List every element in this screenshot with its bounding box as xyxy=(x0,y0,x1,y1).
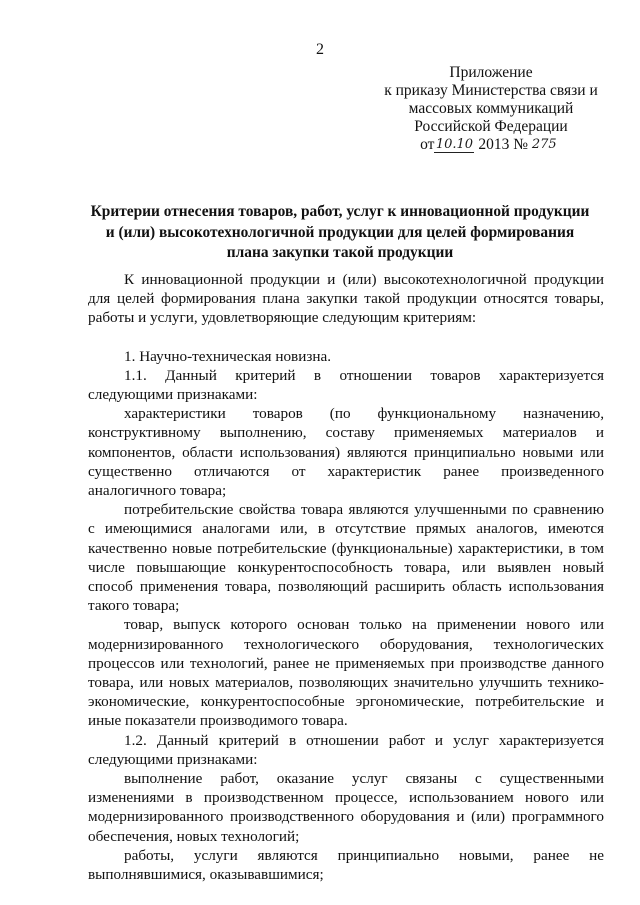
date-prefix: от xyxy=(420,136,435,153)
number-prefix: № xyxy=(513,136,528,153)
appendix-header xyxy=(372,64,610,154)
criterion-heading: 1. Научно-техническая новизна. xyxy=(124,347,332,365)
intro-paragraph: К инновационной продукции и (или) высокотехнологичной продукции для целей формирования плана закупки такой продукции относятся товары, работы и услуги, удовлетворяющие следующим критериям: xyxy=(88,271,604,327)
handwritten-order-number: 275 xyxy=(531,137,557,152)
goods-feature-3: товар, выпуск которого основан только на применении нового или модернизированного технологического оборудования, технологических процессов или технологий, ранее не применяемых при производстве данного товара, или новых материалов, позволяющих значительно улучшить технико-экономические, конкурентоспособные эргономические, потребительские и иные показатели производимого товара. xyxy=(88,616,604,730)
goods-feature-1: характеристики товаров (по функциональному назначению, конструктивному выполнению, составу применяемых материалов и компонентов, области использования) являются принципиально новыми или существенно отличаются от характеристик ранее произведенного аналогичного товара; xyxy=(88,405,604,500)
appendix-line-2: к приказу Министерства связи и xyxy=(384,82,598,99)
clause-1-2: 1.2. Данный критерий в отношении работ и услуг характеризуется следующими признаками: xyxy=(88,731,604,768)
handwritten-date: 10.10 xyxy=(435,137,474,152)
appendix-date-line xyxy=(372,136,610,154)
page-number: 2 xyxy=(316,41,324,58)
document-body xyxy=(88,270,604,884)
works-feature-1: выполнение работ, оказание услуг связаны с существенными изменениями в производственном процессе, использованием нового или модернизированного производственного оборудования и (или) программного обеспечения, новых технологий; xyxy=(88,770,604,845)
goods-feature-2: потребительские свойства товара являются улучшенными по сравнению с имеющимися аналогами или, в отсутствие прямых аналогов, имеются качественно новые потребительские (функциональные) характеристики, в том числе повышающие конкурентоспособность товара, или выявлен новый способ применения товара, позволяющий расширить область использования такого товара; xyxy=(88,501,604,615)
year: 2013 xyxy=(478,136,510,153)
document-title: Критерии отнесения товаров, работ, услуг к инновационной продукции и (или) высокотехнологичной продукции для целей формирования плана закупки такой продукции xyxy=(90,203,590,261)
appendix-line-4: Российской Федерации xyxy=(414,118,568,135)
appendix-line-1: Приложение xyxy=(449,64,533,81)
works-feature-2: работы, услуги являются принципиально новыми, ранее не выполнявшимися, оказывавшимися; xyxy=(88,846,604,884)
clause-1-1: 1.1. Данный критерий в отношении товаров характеризуется следующими признаками: xyxy=(88,366,604,404)
appendix-line-3: массовых коммуникаций xyxy=(408,100,574,117)
